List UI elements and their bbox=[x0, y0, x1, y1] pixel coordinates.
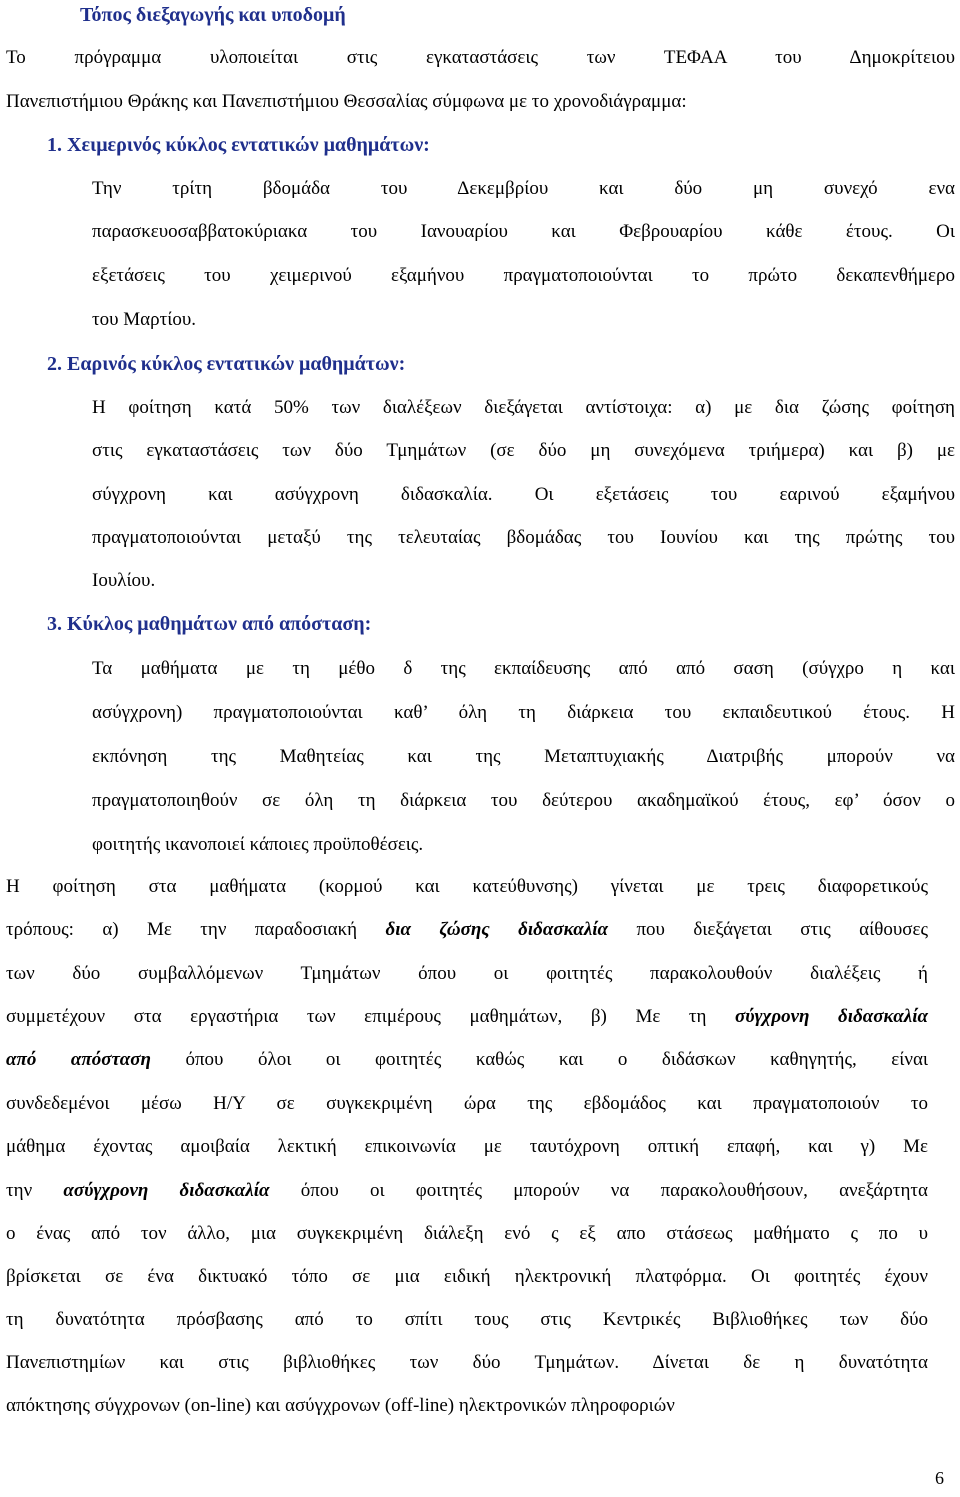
emphasis-asynchronous-teaching: ασύγχρονη διδασκαλία bbox=[63, 1180, 270, 1201]
body-line-4 bbox=[6, 1005, 928, 1029]
item3-line-2: ασύγχρονη) πραγματοποιούνται καθ’ όλη τη διάρκεια του εκπαιδευτικού έτους. Η bbox=[92, 702, 955, 723]
item1-line-2: παρασκευοσαββατοκύριακα του Ιανουαρίου και Φεβρουαρίου κάθε έτους. Οι bbox=[92, 221, 955, 242]
emphasis-synchronous-teaching: σύγχρονη διδασκαλία bbox=[735, 1006, 928, 1027]
item1-line-4: του Μαρτίου. bbox=[92, 309, 197, 330]
body-line-13: απόκτησης σύγχρονων (on-line) και ασύγχρονων (off-line) ηλεκτρονικών πληροφοριών bbox=[6, 1395, 675, 1416]
body-line-2 bbox=[6, 918, 928, 942]
emphasis-in-person-teaching: δια ζώσης διδασκαλία bbox=[385, 919, 609, 940]
body-text: την bbox=[6, 1180, 64, 1201]
body-text: όπου οι φοιτητές μπορούν να παρακολουθήσουν, ανεξάρτητα bbox=[269, 1180, 928, 1201]
body-text: συμμετέχουν στα εργαστήρια των επιμέρους μαθημάτων, β) Με τη bbox=[6, 1006, 736, 1027]
item2-line-5: Ιουλίου. bbox=[92, 570, 156, 591]
body-line-5 bbox=[6, 1048, 928, 1072]
item3-title: 3. Κύκλος μαθημάτων από απόσταση: bbox=[47, 613, 372, 635]
item3-line-4: πραγματοποιηθούν σε όλη τη διάρκεια του δεύτερου ακαδημαϊκού έτους, εφ’ όσον ο bbox=[92, 790, 955, 811]
body-line-12: Πανεπιστημίων και στις βιβλιοθήκες των δύο Τμημάτων. Δίνεται δε η δυνατότητα bbox=[6, 1352, 928, 1373]
intro-line-2: Πανεπιστήμιου Θράκης και Πανεπιστήμιου Θεσσαλίας σύμφωνα με το χρονοδιάγραμμα: bbox=[6, 91, 687, 112]
page-number: 6 bbox=[935, 1468, 944, 1488]
item2-line-3: σύγχρονη και ασύγχρονη διδασκαλία. Οι εξετάσεις του εαρινού εξαμήνου bbox=[92, 484, 955, 505]
body-line-11: τη δυνατότητα πρόσβασης από το σπίτι τους στις Κεντρικές Βιβλιοθήκες των δύο bbox=[6, 1309, 928, 1330]
emphasis-distance: από απόσταση bbox=[6, 1049, 151, 1070]
item2-line-4: πραγματοποιούνται μεταξύ της τελευταίας βδομάδας του Ιουνίου και της πρώτης του bbox=[92, 527, 955, 548]
item3-line-3: εκπόνηση της Μαθητείας και της Μεταπτυχιακής Διατριβής μπορούν να bbox=[92, 746, 955, 767]
item1-line-3: εξετάσεις του χειμερινού εξαμήνου πραγματοποιούνται το πρώτο δεκαπενθήμερο bbox=[92, 265, 955, 286]
body-line-10: βρίσκεται σε ένα δικτυακό τόπο σε μια ειδική ηλεκτρονική πλατφόρμα. Οι φοιτητές έχουν bbox=[6, 1266, 928, 1287]
item2-line-2: στις εγκαταστάσεις των δύο Τμημάτων (σε δύο μη συνεχόμενα τριήμερα) και β) με bbox=[92, 440, 955, 461]
body-line-9: ο ένας από τον άλλο, μια συγκεκριμένη διάλεξη ενό ς εξ απο στάσεως μαθήματο ς πο υ bbox=[6, 1223, 928, 1244]
body-line-3: των δύο συμβαλλόμενων Τμημάτων όπου οι φοιτητές παρακολουθούν διαλέξεις ή bbox=[6, 963, 928, 984]
body-line-6: συνδεδεμένοι μέσω Η/Υ σε συγκεκριμένη ώρα της εβδομάδος και πραγματοποιούν το bbox=[6, 1093, 928, 1114]
item1-line-1: Την τρίτη βδομάδα του Δεκεμβρίου και δύο μη συνεχό ενα bbox=[92, 178, 955, 199]
item3-line-1: Τα μαθήματα με τη μέθο δ της εκπαίδευσης από από σαση (σύγχρο η και bbox=[92, 658, 955, 679]
item1-title: 1. Χειμερινός κύκλος εντατικών μαθημάτων: bbox=[47, 134, 430, 156]
body-line-7: μάθημα έχοντας αμοιβαία λεκτική επικοινωνία με ταυτόχρονη οπτική επαφή, και γ) Με bbox=[6, 1136, 928, 1157]
body-text: που διεξάγεται στις αίθουσες bbox=[608, 919, 928, 940]
item3-line-5: φοιτητής ικανοποιεί κάποιες προϋποθέσεις. bbox=[92, 834, 424, 855]
body-line-1: Η φοίτηση στα μαθήματα (κορμού και κατεύθυνσης) γίνεται με τρεις διαφορετικούς bbox=[6, 876, 928, 897]
intro-line-1: Το πρόγραμμα υλοποιείται στις εγκαταστάσεις των ΤΕΦΑΑ του Δημοκρίτειου bbox=[6, 47, 955, 68]
item2-line-1: Η φοίτηση κατά 50% των διαλέξεων διεξάγεται αντίστοιχα: α) με δια ζώσης φοίτηση bbox=[92, 397, 955, 418]
item2-title: 2. Εαρινός κύκλος εντατικών μαθημάτων: bbox=[47, 353, 406, 375]
body-text: τρόπους: α) Με την παραδοσιακή bbox=[6, 919, 386, 940]
body-line-8 bbox=[6, 1179, 928, 1203]
body-text: όπου όλοι οι φοιτητές καθώς και ο διδάσκων καθηγητής, είναι bbox=[150, 1049, 929, 1070]
section-heading: Τόπος διεξαγωγής και υποδομή bbox=[80, 4, 346, 26]
